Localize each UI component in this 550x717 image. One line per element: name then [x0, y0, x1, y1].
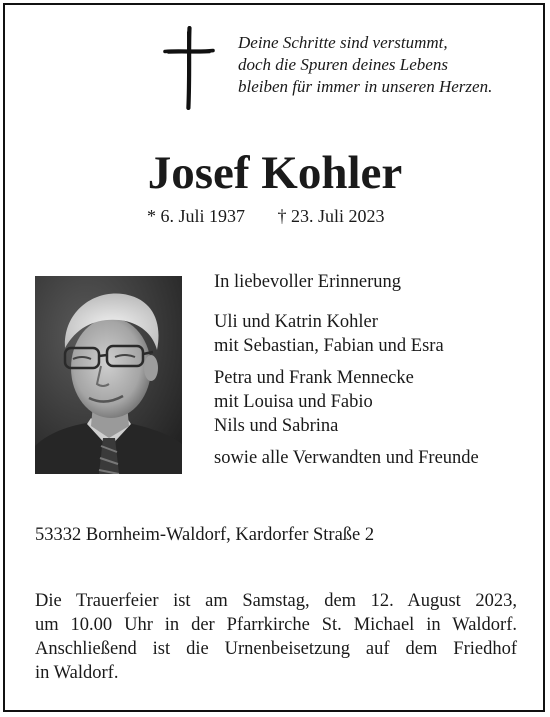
notice-line: in Waldorf. [35, 663, 119, 683]
funeral-notice [35, 589, 517, 685]
mourner-line: Uli und Katrin Kohler [214, 312, 378, 332]
mourning-address: 53332 Bornheim-Waldorf, Kardorfer Straße 2 [35, 525, 375, 545]
quote-line: bleiben für immer in unseren Herzen. [238, 77, 493, 96]
mourner-line: sowie alle Verwandten und Freunde [214, 448, 479, 468]
birth-date: * 6. Juli 1937 [147, 206, 246, 226]
mourner-line: mit Louisa und Fabio [214, 392, 373, 412]
life-dates [147, 204, 385, 228]
mourner-line: Nils und Sabrina [214, 416, 339, 436]
mourner-line: mit Sebastian, Fabian und Esra [214, 336, 444, 356]
deceased-name: Josef Kohler [147, 147, 403, 199]
portrait-photo [35, 276, 182, 474]
portrait-illustration [35, 276, 182, 474]
cross-icon [163, 26, 215, 110]
notice-line: um 10.00 Uhr in der Pfarrkirche St. Michael in Waldorf. [35, 615, 517, 635]
mourners-list [214, 270, 479, 470]
quote-line: doch die Spuren deines Lebens [238, 55, 448, 74]
memorial-quote [238, 32, 492, 98]
quote-line: Deine Schritte sind verstummt, [238, 33, 448, 52]
mourner-line: Petra und Frank Mennecke [214, 368, 414, 388]
mourners-intro: In liebevoller Erinnerung [214, 272, 401, 292]
notice-line: Anschließend ist die Urnenbeisetzung auf dem Friedhof [35, 639, 517, 659]
death-date: † 23. Juli 2023 [277, 206, 385, 226]
notice-line: Die Trauerfeier ist am Samstag, dem 12. August 2023, [35, 591, 517, 611]
